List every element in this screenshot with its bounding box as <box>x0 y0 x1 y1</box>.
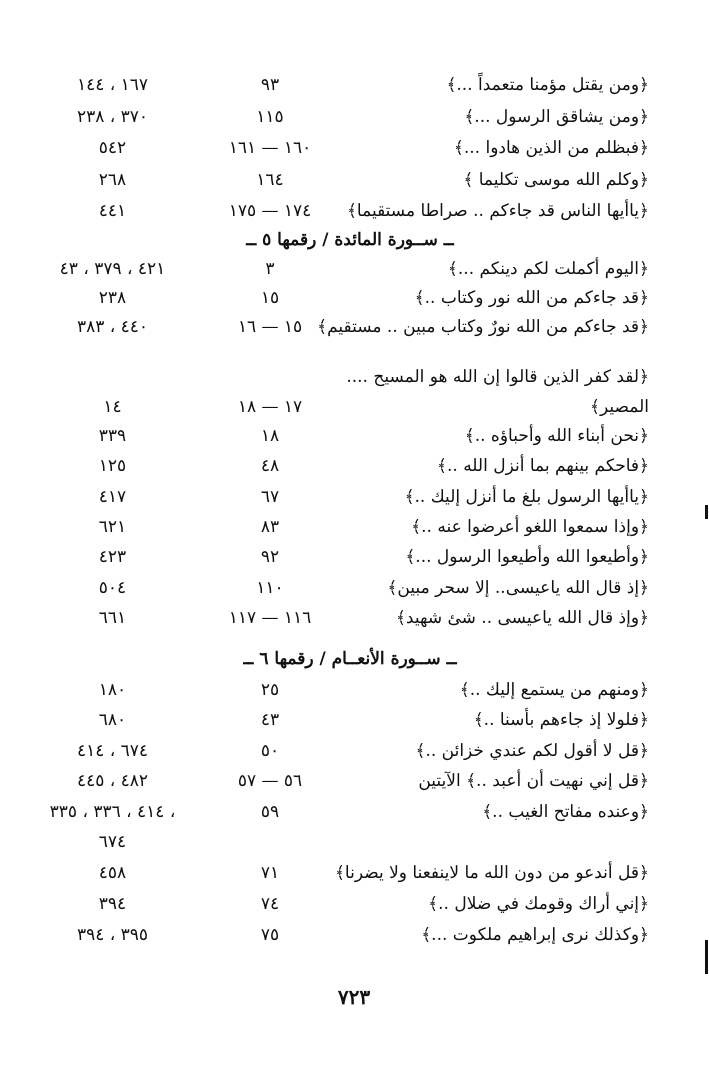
page-refs: ٤٨٢ ، ٤٤٥ <box>76 771 149 791</box>
ayah-number: ١٨ <box>260 426 280 446</box>
page-refs: ٤٢١ ، ٣٧٩ ، ٤٣ <box>59 259 166 279</box>
ayah-number: ٨٣ <box>260 517 280 537</box>
index-row <box>0 859 709 888</box>
index-row <box>0 134 709 163</box>
ayah-text: ﴿وكلم الله موسى تكليما ﴾ <box>463 170 649 190</box>
page-refs: ٤٢٣ <box>98 547 127 567</box>
page-refs: ٤٤١ <box>98 201 127 221</box>
ayah-number: ٥٦ — ٥٧ <box>237 771 303 791</box>
index-row <box>0 890 709 919</box>
ayah-number: ١٧٤ — ١٧٥ <box>228 201 312 221</box>
index-row <box>0 483 709 512</box>
page-refs: ٦٢١ <box>98 517 127 537</box>
page-refs: ٤١٧ <box>98 487 127 507</box>
index-row <box>0 676 709 705</box>
index-row <box>0 737 709 766</box>
ayah-number: ١٥ — ١٦ <box>237 317 303 337</box>
ayah-number: ١٧ — ١٨ <box>237 397 303 417</box>
index-row <box>0 393 709 422</box>
ayah-text: ﴿وأطيعوا الله وأطيعوا الرسول ...﴾ <box>405 547 649 567</box>
ayah-text: ﴿فلولا إذ جاءهم بأسنا ..﴾ <box>473 710 649 730</box>
page-refs: ٣٣٩ <box>98 426 127 446</box>
ayah-number: ١٥ <box>260 288 280 308</box>
ayah-text: ﴿لقد كفر الذين قالوا إن الله هو المسيح .... <box>346 367 649 387</box>
page-refs: ١٦٧ ، ١٤٤ <box>76 75 149 95</box>
index-row <box>0 166 709 195</box>
ayah-number: ٥٠ <box>260 741 280 761</box>
page-refs: ٣٩٤ <box>98 894 127 914</box>
ayah-text: ﴿ومن يشاقق الرسول ...﴾ <box>464 107 649 127</box>
index-row <box>0 513 709 542</box>
ayah-text: ﴿فاحكم بينهم بما أنزل الله ..﴾ <box>437 456 649 476</box>
index-row <box>0 574 709 603</box>
index-row <box>0 363 709 392</box>
ayah-text: ﴿قل لا أقول لكم عندي خزائن ..﴾ <box>415 741 649 761</box>
ayah-number: ٢٥ <box>260 680 280 700</box>
page-refs: ، ٤١٤ ، ٣٣٦ ، ٣٣٥ <box>49 802 176 822</box>
index-row <box>0 197 709 226</box>
page-number: ٧٢٣ <box>337 985 371 1009</box>
ayah-number: ٣ <box>265 259 275 279</box>
surah-heading: ــ ســورة الأنعــام / رقمها ٦ ــ <box>243 649 457 669</box>
page-refs: ٤٥٨ <box>98 863 127 883</box>
ayah-text: ﴿نحن أبناء الله وأحباؤه ..﴾ <box>464 426 649 446</box>
index-row <box>0 422 709 451</box>
page-refs: ٦٧٤ ، ٤١٤ <box>76 741 149 761</box>
page-refs: ٦٧٤ <box>98 832 127 852</box>
surah-heading: ــ ســورة المائدة / رقمها ٥ ــ <box>246 230 454 250</box>
ayah-text: ﴿ياأيها الرسول بلغ ما أنزل إليك ..﴾ <box>404 487 649 507</box>
index-row <box>0 543 709 572</box>
index-row <box>0 921 709 950</box>
index-row <box>0 103 709 132</box>
ayah-number: ٩٢ <box>260 547 280 567</box>
ayah-text: ﴿ياأيها الناس قد جاءكم .. صراطا مستقيما﴾ <box>346 201 649 221</box>
ayah-text: ﴿وإذ قال الله ياعيسى .. شئ شهيد﴾ <box>395 608 649 628</box>
index-row <box>0 604 709 633</box>
ayah-number: ١٦٠ — ١٦١ <box>228 138 312 158</box>
ayah-text: ﴿وكذلك نرى إبراهيم ملكوت ...﴾ <box>421 925 649 945</box>
ayah-text: ﴿قد جاءكم من الله نور وكتاب ..﴾ <box>414 288 649 308</box>
page-refs: ١٤ <box>103 397 122 417</box>
ayah-text: ﴿قل أندعو من دون الله ما لاينفعنا ولا يضرنا﴾ <box>334 863 649 883</box>
scan-edge-mark <box>705 505 708 519</box>
ayah-number: ٥٩ <box>260 802 280 822</box>
ayah-number: ٤٣ <box>260 710 280 730</box>
ayah-text: ﴿ومنهم من يستمع إليك ..﴾ <box>459 680 649 700</box>
index-row <box>0 767 709 796</box>
ayah-number: ١١٥ <box>256 107 284 127</box>
ayah-text: ﴿إني أراك وقومك في ضلال ..﴾ <box>428 894 649 914</box>
index-row <box>0 284 709 313</box>
index-row <box>0 71 709 100</box>
ayah-text: ﴿ومن يقتل مؤمنا متعمداً ...﴾ <box>446 75 649 95</box>
ayah-text: ﴿فبظلم من الذين هادوا ...﴾ <box>453 138 649 158</box>
page-refs: ٣٩٥ ، ٣٩٤ <box>76 925 149 945</box>
page-refs: ٢٦٨ <box>98 170 127 190</box>
ayah-number: ٧٥ <box>260 925 280 945</box>
page-refs: ٦٦١ <box>98 608 127 628</box>
page-refs: ٤٤٠ ، ٣٨٣ <box>76 317 149 337</box>
ayah-number: ٩٣ <box>260 75 280 95</box>
page-refs: ١٢٥ <box>98 456 127 476</box>
index-row <box>0 255 709 284</box>
index-row <box>0 798 709 827</box>
ayah-text: ﴿قد جاءكم من الله نورٌ وكتاب مبين .. مستقيم﴾ <box>317 317 649 337</box>
ayah-text: ﴿اليوم أكملت لكم دينكم ...﴾ <box>447 259 649 279</box>
ayah-number: ٧١ <box>260 863 280 883</box>
index-row <box>0 452 709 481</box>
ayah-number: ١٦٤ <box>256 170 284 190</box>
ayah-number: ١١٦ — ١١٧ <box>228 608 312 628</box>
ayah-text: ﴿إذ قال الله ياعيسى.. إلا سحر مبين﴾ <box>387 578 649 598</box>
ayah-text: ﴿وعنده مفاتح الغيب ..﴾ <box>482 802 649 822</box>
ayah-number: ١١٠ <box>256 578 284 598</box>
ayah-number: ٤٨ <box>260 456 280 476</box>
page-refs: ٥٠٤ <box>98 578 127 598</box>
page-refs: ٣٧٠ ، ٢٣٨ <box>76 107 149 127</box>
page-refs: ٥٤٢ <box>98 138 127 158</box>
ayah-text: ﴿وإذا سمعوا اللغو أعرضوا عنه ..﴾ <box>411 517 649 537</box>
ayah-text: المصير﴾ <box>590 397 649 417</box>
page-refs: ١٨٠ <box>98 680 127 700</box>
ayah-number: ٧٤ <box>260 894 280 914</box>
index-row <box>0 313 709 342</box>
index-row <box>0 706 709 735</box>
page-refs: ٢٣٨ <box>98 288 127 308</box>
ayah-number: ٦٧ <box>260 487 280 507</box>
scan-edge-mark <box>705 940 708 974</box>
page-refs: ٦٨٠ <box>98 710 127 730</box>
index-row <box>0 828 709 857</box>
ayah-text: ﴿قل إني نهيت أن أعبد ..﴾ الآيتين <box>418 771 649 791</box>
